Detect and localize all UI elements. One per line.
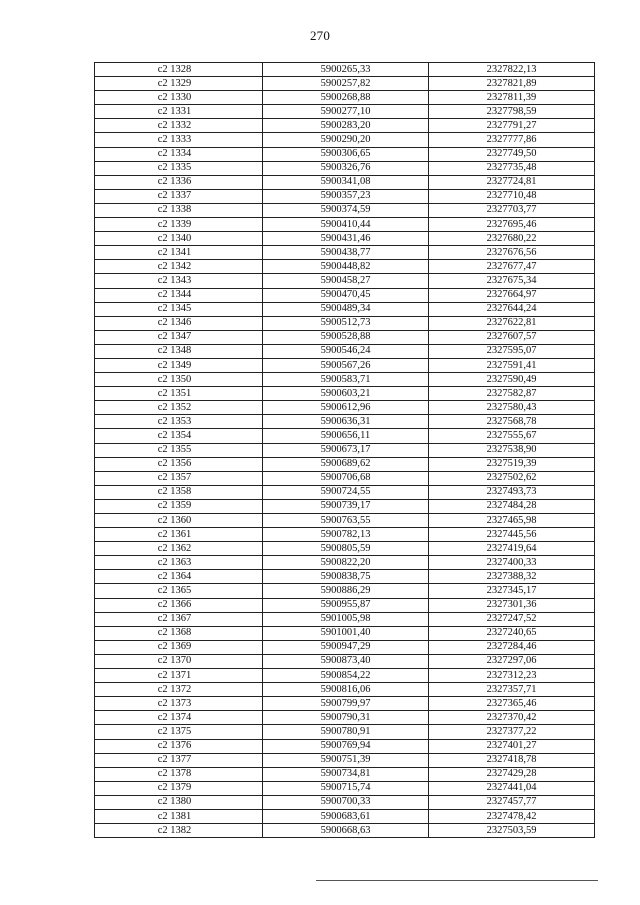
- y-coordinate-cell: 2327582,87: [429, 387, 595, 401]
- x-coordinate-cell: 5900374,59: [263, 203, 429, 217]
- point-id-cell: с2 1349: [95, 358, 263, 372]
- y-coordinate-cell: 2327519,39: [429, 457, 595, 471]
- table-row: [95, 753, 595, 767]
- x-coordinate-cell: 5900567,26: [263, 358, 429, 372]
- table-row: [95, 387, 595, 401]
- table-row: [95, 711, 595, 725]
- x-coordinate-cell: 5900656,11: [263, 429, 429, 443]
- x-coordinate-cell: 5900799,97: [263, 697, 429, 711]
- table-row: [95, 612, 595, 626]
- point-id-cell: с2 1337: [95, 189, 263, 203]
- table-row: [95, 373, 595, 387]
- table-row: [95, 330, 595, 344]
- point-id-cell: с2 1364: [95, 570, 263, 584]
- y-coordinate-cell: 2327503,59: [429, 824, 595, 838]
- table-row: [95, 556, 595, 570]
- table-row: [95, 443, 595, 457]
- point-id-cell: с2 1339: [95, 218, 263, 232]
- y-coordinate-cell: 2327441,04: [429, 781, 595, 795]
- table-row: [95, 147, 595, 161]
- y-coordinate-cell: 2327735,48: [429, 161, 595, 175]
- x-coordinate-cell: 5900734,81: [263, 767, 429, 781]
- table-row: [95, 218, 595, 232]
- y-coordinate-cell: 2327811,39: [429, 91, 595, 105]
- x-coordinate-cell: 5900739,17: [263, 499, 429, 513]
- point-id-cell: с2 1359: [95, 499, 263, 513]
- y-coordinate-cell: 2327798,59: [429, 105, 595, 119]
- x-coordinate-cell: 5900724,55: [263, 485, 429, 499]
- point-id-cell: с2 1328: [95, 63, 263, 77]
- table-row: [95, 232, 595, 246]
- y-coordinate-cell: 2327777,86: [429, 133, 595, 147]
- x-coordinate-cell: 5900290,20: [263, 133, 429, 147]
- table-row: [95, 260, 595, 274]
- table-row: [95, 528, 595, 542]
- point-id-cell: с2 1360: [95, 514, 263, 528]
- table-row: [95, 485, 595, 499]
- x-coordinate-cell: 5900780,91: [263, 725, 429, 739]
- point-id-cell: с2 1373: [95, 697, 263, 711]
- y-coordinate-cell: 2327591,41: [429, 358, 595, 372]
- x-coordinate-cell: 5900341,08: [263, 175, 429, 189]
- y-coordinate-cell: 2327580,43: [429, 401, 595, 415]
- y-coordinate-cell: 2327400,33: [429, 556, 595, 570]
- table-row: [95, 246, 595, 260]
- point-id-cell: с2 1381: [95, 809, 263, 823]
- table-row: [95, 133, 595, 147]
- point-id-cell: с2 1332: [95, 119, 263, 133]
- point-id-cell: с2 1370: [95, 654, 263, 668]
- table-row: [95, 175, 595, 189]
- point-id-cell: с2 1336: [95, 175, 263, 189]
- y-coordinate-cell: 2327419,64: [429, 542, 595, 556]
- y-coordinate-cell: 2327301,36: [429, 598, 595, 612]
- point-id-cell: с2 1353: [95, 415, 263, 429]
- x-coordinate-cell: 5900283,20: [263, 119, 429, 133]
- y-coordinate-cell: 2327284,46: [429, 640, 595, 654]
- point-id-cell: с2 1335: [95, 161, 263, 175]
- point-id-cell: с2 1368: [95, 626, 263, 640]
- y-coordinate-cell: 2327675,34: [429, 274, 595, 288]
- y-coordinate-cell: 2327695,46: [429, 218, 595, 232]
- table-row: [95, 697, 595, 711]
- point-id-cell: с2 1346: [95, 316, 263, 330]
- x-coordinate-cell: 5900458,27: [263, 274, 429, 288]
- point-id-cell: с2 1330: [95, 91, 263, 105]
- x-coordinate-cell: 5900822,20: [263, 556, 429, 570]
- y-coordinate-cell: 2327357,71: [429, 683, 595, 697]
- x-coordinate-cell: 5900357,23: [263, 189, 429, 203]
- point-id-cell: с2 1343: [95, 274, 263, 288]
- x-coordinate-cell: 5900470,45: [263, 288, 429, 302]
- y-coordinate-cell: 2327465,98: [429, 514, 595, 528]
- point-id-cell: с2 1347: [95, 330, 263, 344]
- x-coordinate-cell: 5900751,39: [263, 753, 429, 767]
- point-id-cell: с2 1380: [95, 795, 263, 809]
- point-id-cell: с2 1382: [95, 824, 263, 838]
- x-coordinate-cell: 5900782,13: [263, 528, 429, 542]
- y-coordinate-cell: 2327240,65: [429, 626, 595, 640]
- x-coordinate-cell: 5900326,76: [263, 161, 429, 175]
- x-coordinate-cell: 5900805,59: [263, 542, 429, 556]
- x-coordinate-cell: 5900886,29: [263, 584, 429, 598]
- page-number: 270: [309, 28, 331, 43]
- y-coordinate-cell: 2327664,97: [429, 288, 595, 302]
- y-coordinate-cell: 2327749,50: [429, 147, 595, 161]
- table-row: [95, 683, 595, 697]
- table-row: [95, 654, 595, 668]
- table-row: [95, 274, 595, 288]
- y-coordinate-cell: 2327365,46: [429, 697, 595, 711]
- x-coordinate-cell: 5900583,71: [263, 373, 429, 387]
- x-coordinate-cell: 5900873,40: [263, 654, 429, 668]
- x-coordinate-cell: 5900636,31: [263, 415, 429, 429]
- table-row: [95, 824, 595, 838]
- table-row: [95, 161, 595, 175]
- table-row: [95, 725, 595, 739]
- table-row: [95, 626, 595, 640]
- x-coordinate-cell: 5900854,22: [263, 669, 429, 683]
- x-coordinate-cell: 5900257,82: [263, 77, 429, 91]
- x-coordinate-cell: 5900306,65: [263, 147, 429, 161]
- point-id-cell: с2 1376: [95, 739, 263, 753]
- y-coordinate-cell: 2327791,27: [429, 119, 595, 133]
- point-id-cell: с2 1354: [95, 429, 263, 443]
- table-row: [95, 316, 595, 330]
- point-id-cell: с2 1357: [95, 471, 263, 485]
- y-coordinate-cell: 2327297,06: [429, 654, 595, 668]
- table-row: [95, 499, 595, 513]
- table-row: [95, 514, 595, 528]
- y-coordinate-cell: 2327703,77: [429, 203, 595, 217]
- y-coordinate-cell: 2327370,42: [429, 711, 595, 725]
- x-coordinate-cell: 5900612,96: [263, 401, 429, 415]
- y-coordinate-cell: 2327484,28: [429, 499, 595, 513]
- x-coordinate-cell: 5900816,06: [263, 683, 429, 697]
- x-coordinate-cell: 5901005,98: [263, 612, 429, 626]
- table-row: [95, 203, 595, 217]
- y-coordinate-cell: 2327644,24: [429, 302, 595, 316]
- table-row: [95, 91, 595, 105]
- y-coordinate-cell: 2327822,13: [429, 63, 595, 77]
- table-row: [95, 77, 595, 91]
- table-row: [95, 471, 595, 485]
- y-coordinate-cell: 2327595,07: [429, 344, 595, 358]
- x-coordinate-cell: 5900528,88: [263, 330, 429, 344]
- y-coordinate-cell: 2327568,78: [429, 415, 595, 429]
- point-id-cell: с2 1362: [95, 542, 263, 556]
- point-id-cell: с2 1366: [95, 598, 263, 612]
- point-id-cell: с2 1331: [95, 105, 263, 119]
- table-row: [95, 63, 595, 77]
- table-row: [95, 584, 595, 598]
- x-coordinate-cell: 5900790,31: [263, 711, 429, 725]
- point-id-cell: с2 1361: [95, 528, 263, 542]
- table-row: [95, 598, 595, 612]
- table-row: [95, 640, 595, 654]
- point-id-cell: с2 1350: [95, 373, 263, 387]
- point-id-cell: с2 1365: [95, 584, 263, 598]
- point-id-cell: с2 1378: [95, 767, 263, 781]
- point-id-cell: с2 1371: [95, 669, 263, 683]
- y-coordinate-cell: 2327607,57: [429, 330, 595, 344]
- point-id-cell: с2 1352: [95, 401, 263, 415]
- y-coordinate-cell: 2327821,89: [429, 77, 595, 91]
- y-coordinate-cell: 2327502,62: [429, 471, 595, 485]
- y-coordinate-cell: 2327388,32: [429, 570, 595, 584]
- x-coordinate-cell: 5900673,17: [263, 443, 429, 457]
- point-id-cell: с2 1367: [95, 612, 263, 626]
- table-row: [95, 457, 595, 471]
- x-coordinate-cell: 5900410,44: [263, 218, 429, 232]
- x-coordinate-cell: 5900512,73: [263, 316, 429, 330]
- table-row: [95, 429, 595, 443]
- table-row: [95, 105, 595, 119]
- point-id-cell: с2 1342: [95, 260, 263, 274]
- y-coordinate-cell: 2327493,73: [429, 485, 595, 499]
- point-id-cell: с2 1356: [95, 457, 263, 471]
- point-id-cell: с2 1334: [95, 147, 263, 161]
- x-coordinate-cell: 5900603,21: [263, 387, 429, 401]
- point-id-cell: с2 1377: [95, 753, 263, 767]
- point-id-cell: с2 1338: [95, 203, 263, 217]
- x-coordinate-cell: 5900769,94: [263, 739, 429, 753]
- table-row: [95, 570, 595, 584]
- point-id-cell: с2 1372: [95, 683, 263, 697]
- x-coordinate-cell: 5900431,46: [263, 232, 429, 246]
- x-coordinate-cell: 5900700,33: [263, 795, 429, 809]
- table-row: [95, 809, 595, 823]
- y-coordinate-cell: 2327710,48: [429, 189, 595, 203]
- y-coordinate-cell: 2327538,90: [429, 443, 595, 457]
- x-coordinate-cell: 5900955,87: [263, 598, 429, 612]
- y-coordinate-cell: 2327677,47: [429, 260, 595, 274]
- x-coordinate-cell: 5900546,24: [263, 344, 429, 358]
- point-id-cell: с2 1341: [95, 246, 263, 260]
- point-id-cell: с2 1374: [95, 711, 263, 725]
- y-coordinate-cell: 2327724,81: [429, 175, 595, 189]
- y-coordinate-cell: 2327590,49: [429, 373, 595, 387]
- x-coordinate-cell: 5900763,55: [263, 514, 429, 528]
- point-id-cell: с2 1333: [95, 133, 263, 147]
- y-coordinate-cell: 2327445,56: [429, 528, 595, 542]
- point-id-cell: с2 1351: [95, 387, 263, 401]
- y-coordinate-cell: 2327345,17: [429, 584, 595, 598]
- point-id-cell: с2 1363: [95, 556, 263, 570]
- coordinates-table-body: [95, 63, 595, 838]
- table-row: [95, 119, 595, 133]
- y-coordinate-cell: 2327418,78: [429, 753, 595, 767]
- y-coordinate-cell: 2327622,81: [429, 316, 595, 330]
- x-coordinate-cell: 5900448,82: [263, 260, 429, 274]
- point-id-cell: с2 1344: [95, 288, 263, 302]
- point-id-cell: с2 1355: [95, 443, 263, 457]
- table-row: [95, 288, 595, 302]
- y-coordinate-cell: 2327401,27: [429, 739, 595, 753]
- point-id-cell: с2 1348: [95, 344, 263, 358]
- y-coordinate-cell: 2327680,22: [429, 232, 595, 246]
- x-coordinate-cell: 5901001,40: [263, 626, 429, 640]
- y-coordinate-cell: 2327676,56: [429, 246, 595, 260]
- table-row: [95, 739, 595, 753]
- x-coordinate-cell: 5900265,33: [263, 63, 429, 77]
- table-row: [95, 781, 595, 795]
- x-coordinate-cell: 5900706,68: [263, 471, 429, 485]
- point-id-cell: с2 1345: [95, 302, 263, 316]
- x-coordinate-cell: 5900715,74: [263, 781, 429, 795]
- x-coordinate-cell: 5900689,62: [263, 457, 429, 471]
- x-coordinate-cell: 5900838,75: [263, 570, 429, 584]
- y-coordinate-cell: 2327457,77: [429, 795, 595, 809]
- y-coordinate-cell: 2327247,52: [429, 612, 595, 626]
- x-coordinate-cell: 5900683,61: [263, 809, 429, 823]
- x-coordinate-cell: 5900277,10: [263, 105, 429, 119]
- table-row: [95, 795, 595, 809]
- table-row: [95, 344, 595, 358]
- point-id-cell: с2 1329: [95, 77, 263, 91]
- point-id-cell: с2 1358: [95, 485, 263, 499]
- table-row: [95, 767, 595, 781]
- y-coordinate-cell: 2327429,28: [429, 767, 595, 781]
- x-coordinate-cell: 5900268,88: [263, 91, 429, 105]
- y-coordinate-cell: 2327555,67: [429, 429, 595, 443]
- table-row: [95, 415, 595, 429]
- page-bottom-rule: [316, 880, 598, 881]
- x-coordinate-cell: 5900489,34: [263, 302, 429, 316]
- table-row: [95, 542, 595, 556]
- point-id-cell: с2 1369: [95, 640, 263, 654]
- point-id-cell: с2 1375: [95, 725, 263, 739]
- coordinates-table: [94, 62, 595, 838]
- x-coordinate-cell: 5900947,29: [263, 640, 429, 654]
- table-row: [95, 189, 595, 203]
- table-row: [95, 302, 595, 316]
- point-id-cell: с2 1379: [95, 781, 263, 795]
- x-coordinate-cell: 5900438,77: [263, 246, 429, 260]
- table-row: [95, 358, 595, 372]
- table-row: [95, 669, 595, 683]
- y-coordinate-cell: 2327478,42: [429, 809, 595, 823]
- y-coordinate-cell: 2327312,23: [429, 669, 595, 683]
- x-coordinate-cell: 5900668,63: [263, 824, 429, 838]
- y-coordinate-cell: 2327377,22: [429, 725, 595, 739]
- table-row: [95, 401, 595, 415]
- point-id-cell: с2 1340: [95, 232, 263, 246]
